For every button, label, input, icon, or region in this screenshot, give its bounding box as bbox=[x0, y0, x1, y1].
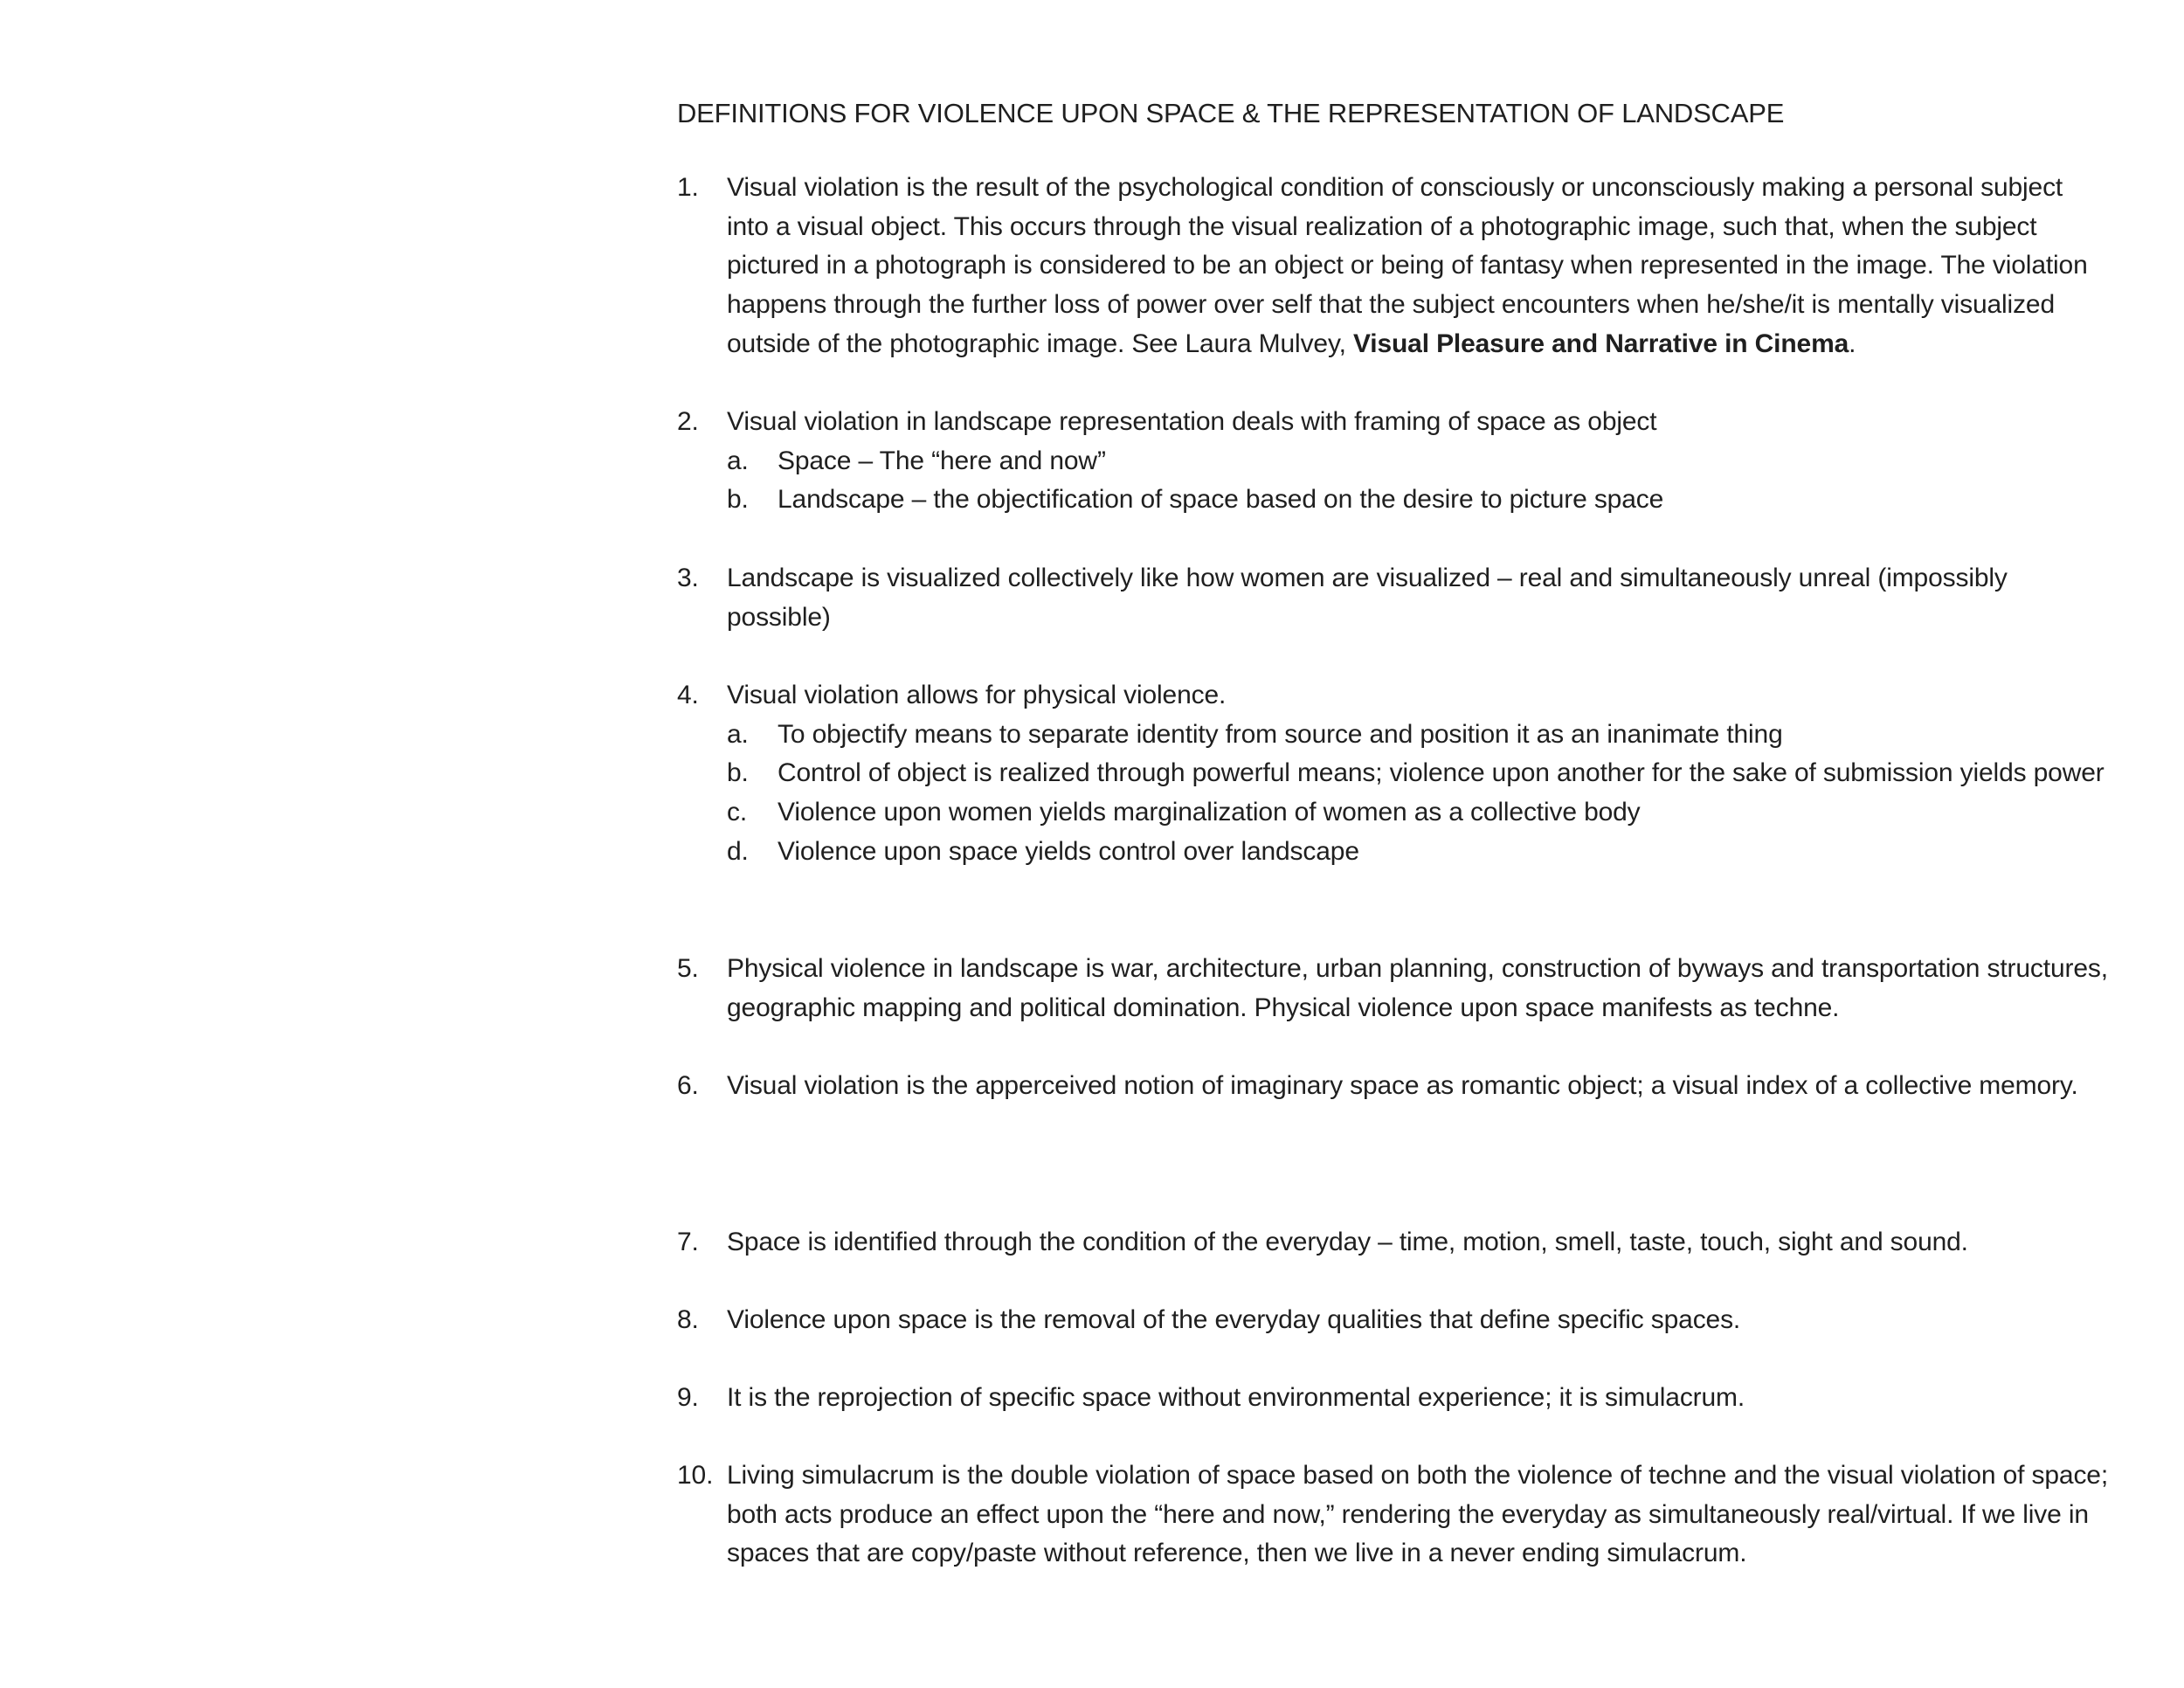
sub-item bbox=[677, 716, 2110, 755]
item-number: 8. bbox=[677, 1305, 699, 1334]
item-number: 10. bbox=[677, 1461, 714, 1490]
item-number: 1. bbox=[677, 173, 699, 202]
item-number: 3. bbox=[677, 564, 699, 592]
sub-item bbox=[677, 481, 2110, 520]
item-text: Visual violation allows for physical violence. bbox=[727, 681, 1227, 709]
definition-item-9 bbox=[677, 1379, 2110, 1418]
sub-list bbox=[677, 442, 2110, 520]
cited-work-title: Visual Pleasure and Narrative in Cinema bbox=[1352, 329, 1849, 358]
item-text: Physical violence in landscape is war, architecture, urban planning, construction of byways and transportation structures, geographic mapping and political domination. Physical violence upon space manifests as techne. bbox=[727, 954, 2108, 1022]
item-number: 7. bbox=[677, 1228, 699, 1256]
definition-item-5 bbox=[677, 950, 2110, 1027]
sub-item bbox=[677, 754, 2110, 793]
item-number: 5. bbox=[677, 954, 699, 983]
item-text: Visual violation in landscape representation deals with framing of space as object bbox=[727, 407, 1657, 436]
item-text: Visual violation is the apperceived notion of imaginary space as romantic object; a visual index of a collective memory. bbox=[727, 1071, 2078, 1100]
definition-item-10 bbox=[677, 1456, 2110, 1574]
definition-item-2 bbox=[677, 403, 2110, 520]
item-text: Space is identified through the condition of the everyday – time, motion, smell, taste, touch, sight and sound. bbox=[727, 1228, 1968, 1256]
sub-item-letter: c. bbox=[727, 798, 748, 827]
item-text bbox=[727, 169, 2110, 364]
sub-item-letter: a. bbox=[727, 446, 749, 475]
sub-item-text: Control of object is realized through powerful means; violence upon another for the sake of submission yields power bbox=[778, 758, 2105, 788]
sub-item bbox=[677, 442, 2110, 481]
item-text: Landscape is visualized collectively like how women are visualized – real and simultaneously unreal (impossibly possible) bbox=[727, 564, 2008, 632]
definition-item-4 bbox=[677, 676, 2110, 872]
item-number: 9. bbox=[677, 1383, 699, 1412]
definition-item-7 bbox=[677, 1223, 2110, 1263]
item-text: Violence upon space is the removal of the everyday qualities that define specific spaces. bbox=[727, 1305, 1741, 1334]
definition-item-6 bbox=[677, 1067, 2110, 1106]
definition-item-1 bbox=[677, 169, 2110, 364]
definition-item-8 bbox=[677, 1301, 2110, 1340]
document-title: DEFINITIONS FOR VIOLENCE UPON SPACE & THE REPRESENTATION OF LANDSCAPE bbox=[677, 98, 1785, 128]
sub-list bbox=[677, 716, 2110, 872]
item-number: 6. bbox=[677, 1071, 699, 1100]
item-text-part: Visual violation is the result of the psychological condition of consciously or unconsciously making a personal subject into a visual object. This occurs through the visual realization of a photographic image, such that, when the subject pictured in a photograph is considered to be an object or being of fantasy when represented in the image. The violation happens through the further loss of power over self that the subject encounters when he/she/it is mentally visualized outside of the photographic image. See Laura Mulvey, bbox=[727, 173, 2088, 358]
item-text: Living simulacrum is the double violation of space based on both the violence of techne and the visual violation of space; both acts produce an effect upon the “here and now,” rendering the everyday as simultaneously real/virtual. If we live in spaces that are copy/paste without reference, then we live in a never ending simulacrum. bbox=[727, 1461, 2109, 1568]
item-text-part: . bbox=[1849, 329, 1856, 358]
sub-item-letter: b. bbox=[727, 485, 749, 515]
sub-item-text: Violence upon women yields marginalization of women as a collective body bbox=[778, 798, 1641, 827]
item-text: It is the reprojection of specific space without environmental experience; it is simulacrum. bbox=[727, 1383, 1745, 1412]
definition-item-3 bbox=[677, 559, 2110, 637]
sub-item-letter: b. bbox=[727, 758, 749, 788]
item-number: 2. bbox=[677, 407, 699, 436]
sub-item-letter: d. bbox=[727, 836, 749, 866]
sub-item bbox=[677, 793, 2110, 833]
sub-item-text: Violence upon space yields control over landscape bbox=[778, 836, 1359, 866]
sub-item bbox=[677, 833, 2110, 872]
sub-item-text: Landscape – the objectification of space based on the desire to picture space bbox=[778, 485, 1664, 515]
item-number: 4. bbox=[677, 681, 699, 709]
sub-item-letter: a. bbox=[727, 719, 749, 749]
sub-item-text: Space – The “here and now” bbox=[778, 446, 1106, 475]
sub-item-text: To objectify means to separate identity from source and position it as an inanimate thing bbox=[778, 719, 1783, 749]
